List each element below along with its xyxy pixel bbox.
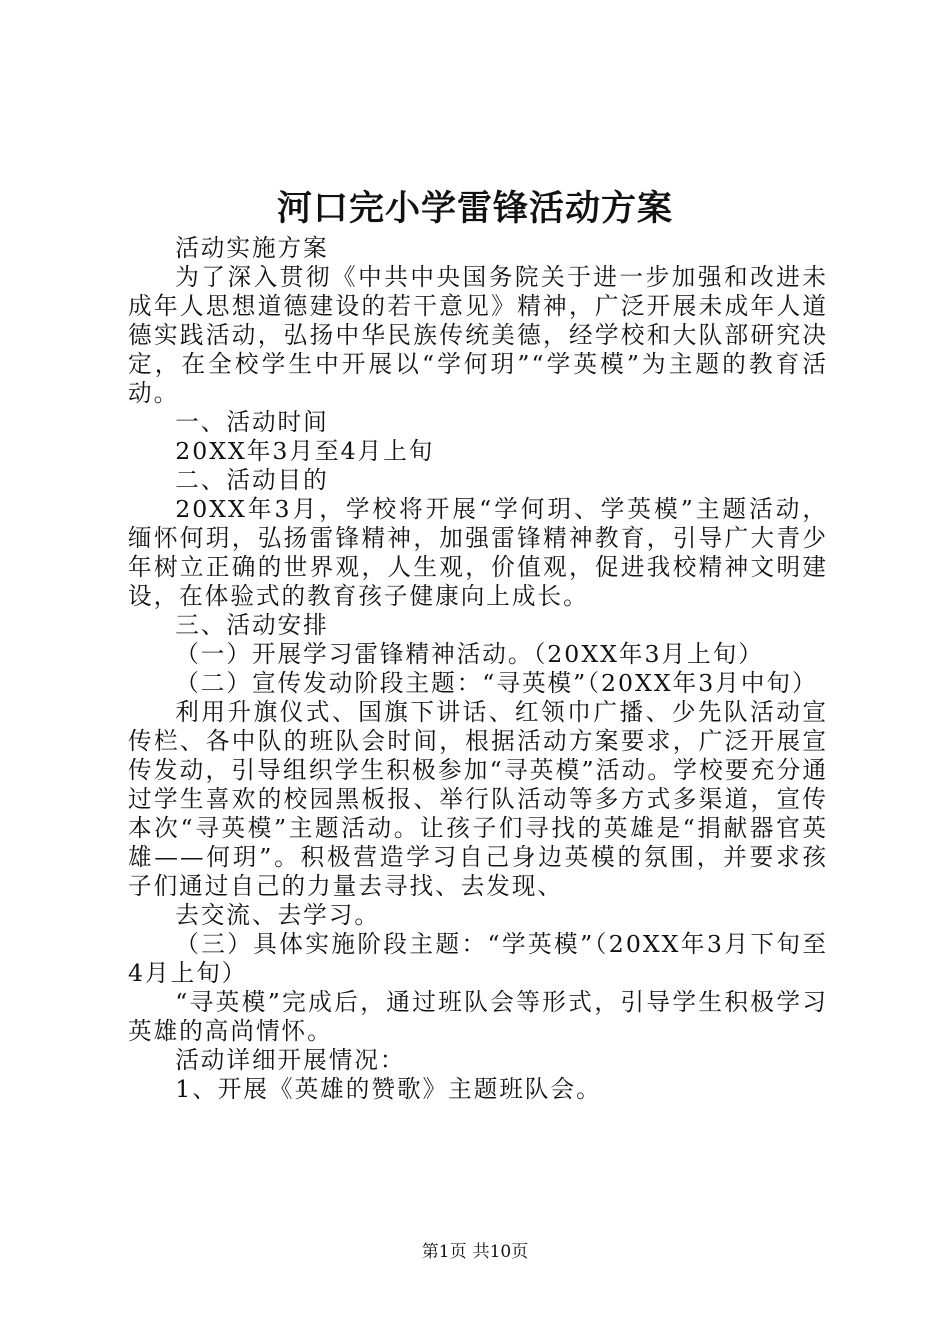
- page-number: 第1页: [421, 1242, 467, 1262]
- paragraph-arrangement-2: （二）宣传发动阶段主题：“寻英模”（20XX年3月中旬）: [175, 669, 818, 697]
- page-total: 共10页: [472, 1242, 529, 1262]
- paragraph-publicity: 利用升旗仪式、国旗下讲话、红领巾广播、少先队活动宣传栏、各中队的班队会时间，根据活动方案要求，广泛开展宣传发动，引导组织学生积极参加“寻英模”活动。学校要充分通过学生喜欢的校园黑板报、举行队活动等多方式多渠道，宣传本次“寻英模”主题活动。让孩子们寻找的英雄是“捐献器官英雄——何玥”。积极营造学习自己身边英模的氛围，并要求孩子们通过自己的力量去寻找、去发现、: [128, 698, 828, 900]
- paragraph-intro: 为了深入贯彻《中共中央国务院关于进一步加强和改进未成年人思想道德建设的若干意见》精神，广泛开展未成年人道德实践活动，弘扬中华民族传统美德，经学校和大队部研究决定，在全校学生中开展以“学何玥”“学英模”为主题的教育活动。: [128, 263, 828, 407]
- document-body: [128, 234, 828, 1104]
- section-heading-time: 一、活动时间: [175, 408, 329, 436]
- paragraph-arrangement-1: （一）开展学习雷锋精神活动。（20XX年3月上旬）: [175, 640, 764, 668]
- section-heading-arrangement: 三、活动安排: [175, 611, 329, 639]
- page-footer: [0, 1240, 950, 1264]
- paragraph-details-heading: 活动详细开展情况：: [175, 1046, 406, 1074]
- paragraph-learning: “寻英模”完成后，通过班队会等形式，引导学生积极学习英雄的高尚情怀。: [128, 988, 828, 1045]
- paragraph-arrangement-3: （三）具体实施阶段主题：“学英模”（20XX年3月下旬至4月上旬）: [128, 930, 828, 987]
- paragraph-detail-1: 1、开展《英雄的赞歌》主题班队会。: [175, 1075, 602, 1103]
- paragraph-purpose: 20XX年3月，学校将开展“学何玥、学英模”主题活动，缅怀何玥，弘扬雷锋精神，加强雷锋精神教育，引导广大青少年树立正确的世界观，人生观，价值观，促进我校精神文明建设，在体验式的教育孩子健康向上成长。: [128, 495, 828, 610]
- document-title: 河口完小学雷锋活动方案: [276, 188, 673, 229]
- paragraph-subtitle: 活动实施方案: [175, 234, 329, 262]
- paragraph-time: 20XX年3月至4月上旬: [175, 437, 435, 465]
- section-heading-purpose: 二、活动目的: [175, 466, 329, 494]
- paragraph-publicity-cont: 去交流、去学习。: [175, 901, 380, 929]
